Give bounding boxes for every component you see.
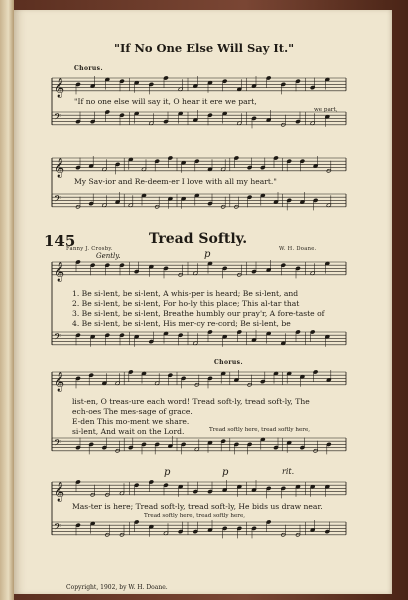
verse-line: 1. Be si-lent, be si-lent, A whis-per is heard; Be si-lent, and bbox=[72, 289, 299, 298]
treble-clef: 𝄞 bbox=[54, 77, 65, 98]
cont-line: E-den This mo-ment we share. bbox=[72, 417, 190, 426]
bass-clef: 𝄢 bbox=[54, 193, 62, 207]
small-lyric: Tread softly here, tread softly here, bbox=[144, 513, 246, 519]
verse-line: 2. Be si-lent, be si-lent, For ho-ly this place; This al-tar that bbox=[72, 299, 300, 308]
hymn-number: 145 bbox=[44, 232, 76, 250]
chorus-label-2: Chorus. bbox=[214, 359, 243, 366]
bass-clef: 𝄢 bbox=[54, 111, 62, 125]
hymn-author: Fanny J. Crosby. bbox=[66, 246, 113, 252]
cont-line: si-lent, And wait on the Lord. bbox=[72, 427, 185, 436]
bass-clef: 𝄢 bbox=[54, 437, 62, 451]
hymnal-page bbox=[14, 10, 392, 594]
hymn-composer: W. H. Doane. bbox=[279, 246, 317, 252]
dynamic-p: p bbox=[164, 467, 171, 478]
hymn-title: Tread Softly. bbox=[149, 231, 248, 247]
cont-line: ech-oes The mes-sage of grace. bbox=[72, 407, 193, 416]
tempo-marking: Gently. bbox=[96, 252, 121, 260]
copyright: Copyright, 1902, by W. H. Doane. bbox=[66, 584, 168, 591]
chorus-label: Chorus. bbox=[74, 65, 103, 72]
dynamic-p: p bbox=[222, 467, 229, 478]
verse-line: 4. Be si-lent, be si-lent, His mer-cy re-cord; Be si-lent, be bbox=[72, 319, 291, 328]
page-edge bbox=[0, 0, 14, 600]
bass-clef: 𝄢 bbox=[54, 521, 62, 535]
treble-clef: 𝄞 bbox=[54, 481, 65, 502]
bass-clef: 𝄢 bbox=[54, 331, 62, 345]
ritardando: rit. bbox=[282, 467, 295, 476]
cont-line: list-en, O treas-ure each word! Tread soft-ly, tread soft-ly, The bbox=[72, 397, 310, 406]
verse-line: 3. Be si-lent, be si-lent, Breathe humbly our pray'r, A fore-taste of bbox=[72, 309, 325, 318]
lyric-line: "If no one else will say it, O hear it ere we part, bbox=[74, 97, 257, 106]
lyric-small: we part, bbox=[314, 107, 338, 113]
dynamic-p: p bbox=[204, 249, 211, 260]
lyric-line: My Sav-ior and Re-deem-er I love with all my heart." bbox=[74, 177, 277, 186]
treble-clef: 𝄞 bbox=[54, 371, 65, 392]
treble-clef: 𝄞 bbox=[54, 157, 65, 178]
small-lyric: Tread softly here, tread softly here, bbox=[209, 427, 311, 433]
treble-clef: 𝄞 bbox=[54, 261, 65, 282]
hymn-title-upper: "If No One Else Will Say It." bbox=[114, 41, 295, 55]
lyric-line: Mas-ter is here; Tread soft-ly, tread soft-ly, He bids us draw near. bbox=[72, 502, 323, 511]
